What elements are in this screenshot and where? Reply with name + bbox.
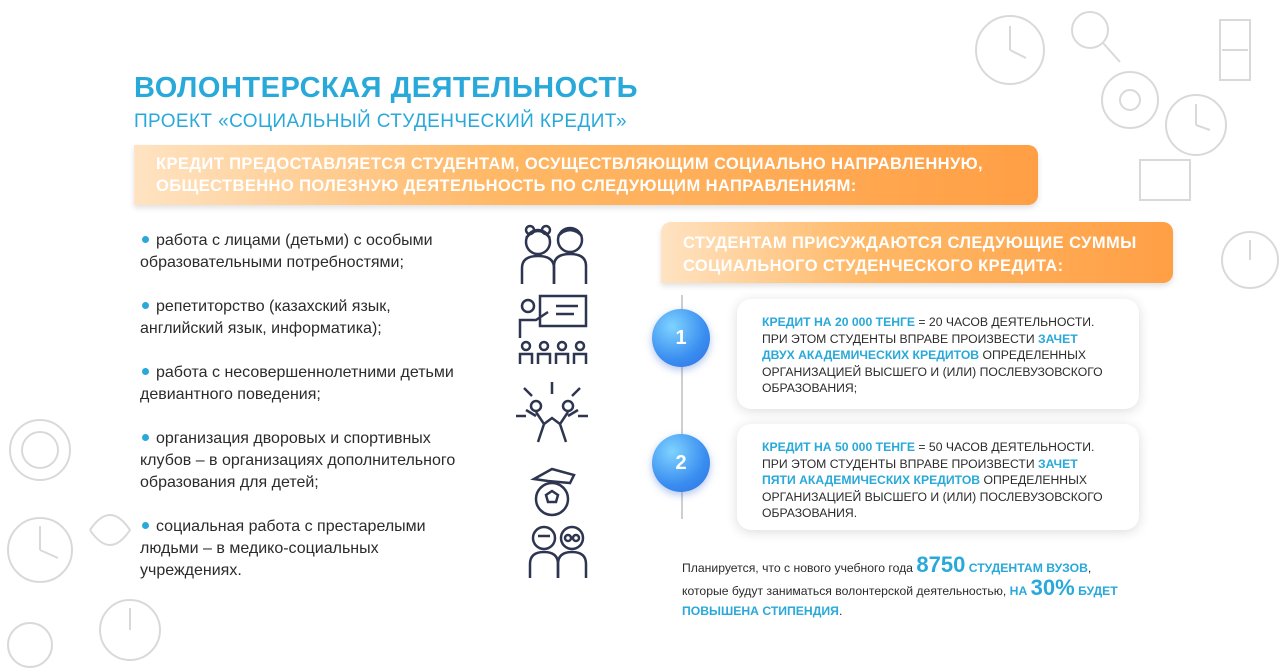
bullet-icon bbox=[142, 368, 149, 375]
list-item: репетиторство (казахский язык, английский язык, информатика); bbox=[140, 298, 391, 337]
page-title: ВОЛОНТЕРСКАЯ ДЕЯТЕЛЬНОСТЬ bbox=[134, 72, 638, 104]
directions-banner bbox=[134, 145, 1038, 205]
page-subtitle: ПРОЕКТ «СОЦИАЛЬНЫЙ СТУДЕНЧЕСКИЙ КРЕДИТ» bbox=[134, 111, 627, 132]
elderly-icon bbox=[526, 522, 592, 580]
fight-icon bbox=[514, 380, 590, 450]
amounts-banner-line-1: СТУДЕНТАМ ПРИСУЖДАЮТСЯ СЛЕДУЮЩИЕ СУММЫ bbox=[683, 234, 1137, 252]
list-item: организация дворовых и спортивных клубов – в организациях дополнительного образования для детей; bbox=[140, 430, 456, 491]
teacher-icon bbox=[516, 294, 590, 366]
directions-banner-line-2: ОБЩЕСТВЕННО ПОЛЕЗНУЮ ДЕЯТЕЛЬНОСТЬ ПО СЛЕДУЮЩИМ НАПРАВЛЕНИЯМ: bbox=[156, 177, 857, 195]
bullet-icon bbox=[142, 236, 149, 243]
bullet-icon bbox=[142, 302, 149, 309]
plan-note: Планируется, что с нового учебного года 8750 СТУДЕНТАМ ВУЗОВ, которые будут заниматься волонтерской деятельностью, НА 30% БУДЕТ ПОВЫШЕНА СТИПЕНДИЯ. bbox=[682, 552, 1118, 618]
football-icon bbox=[528, 465, 580, 517]
list-item: работа с лицами (детьми) с особыми образовательными потребностями; bbox=[140, 232, 433, 271]
credit-card-1: КРЕДИТ НА 20 000 ТЕНГЕ = 20 ЧАСОВ ДЕЯТЕЛЬНОСТИ. ПРИ ЭТОМ СТУДЕНТЫ ВПРАВЕ ПРОИЗВЕСТИ ЗАЧЕТ ДВУХ АКАДЕМИЧЕСКИХ КРЕДИТОВ ОПРЕДЕЛЕННЫХ ОРГАНИЗАЦИЕЙ ВЫСШЕГО И (ИЛИ) ПОСЛЕВУЗОВСКОГО ОБРАЗОВАНИЯ; bbox=[737, 299, 1139, 409]
step-1-number: 1 bbox=[652, 309, 710, 367]
amounts-banner bbox=[661, 222, 1173, 283]
amounts-banner-line-2: СОЦИАЛЬНОГО СТУДЕНЧЕСКОГО КРЕДИТА: bbox=[683, 257, 1064, 275]
children-icon bbox=[516, 222, 590, 286]
bullet-icon bbox=[142, 522, 149, 529]
bullet-icon bbox=[142, 434, 149, 441]
list-item: работа с несовершеннолетними детьми девиантного поведения; bbox=[140, 364, 454, 403]
directions-banner-line-1: КРЕДИТ ПРЕДОСТАВЛЯЕТСЯ СТУДЕНТАМ, ОСУЩЕСТВЛЯЮЩИМ СОЦИАЛЬНО НАПРАВЛЕННУЮ, bbox=[156, 155, 984, 173]
credit-card-2: КРЕДИТ НА 50 000 ТЕНГЕ = 50 ЧАСОВ ДЕЯТЕЛЬНОСТИ. ПРИ ЭТОМ СТУДЕНТЫ ВПРАВЕ ПРОИЗВЕСТИ ЗАЧЕТ ПЯТИ АКАДЕМИЧЕСКИХ КРЕДИТОВ ОПРЕДЕЛЕННЫХ ОРГАНИЗАЦИЕЙ ВЫСШЕГО И (ИЛИ) ПОСЛЕВУЗОВСКОГО ОБРАЗОВАНИЯ. bbox=[737, 424, 1139, 530]
list-item: социальная работа с престарелыми людьми – в медико-социальных учреждениях. bbox=[140, 518, 426, 579]
step-2-number: 2 bbox=[652, 434, 710, 492]
